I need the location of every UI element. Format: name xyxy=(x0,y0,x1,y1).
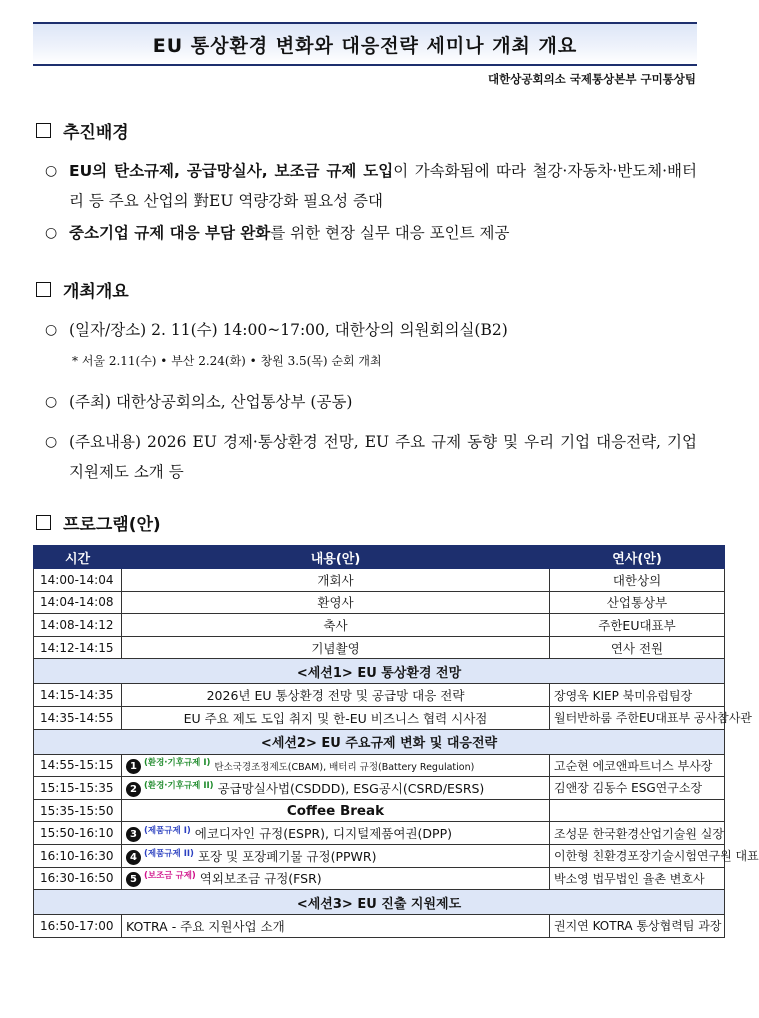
row-speaker: 박소영 법무법인 율촌 변호사 xyxy=(550,867,725,890)
row-time: 14:04-14:08 xyxy=(34,591,122,614)
checkbox-square-icon xyxy=(36,515,51,530)
row-time: 14:55-15:15 xyxy=(34,754,122,777)
row-speaker: 대한상의 xyxy=(550,569,725,592)
session-row xyxy=(34,890,725,915)
circle-bullet-icon: ○ xyxy=(45,225,58,241)
body-text: (주최) 대한상공회의소, 산업통상부 (공동) xyxy=(69,393,353,411)
row-content: KOTRA - 주요 지원사업 소개 xyxy=(122,915,550,938)
overview-content xyxy=(45,427,697,487)
table-row xyxy=(34,684,725,707)
table-row xyxy=(34,569,725,592)
row-content: 개회사 xyxy=(122,569,550,592)
table-row xyxy=(34,915,725,938)
circle-bullet-icon: ○ xyxy=(45,434,58,450)
body-text: (주요내용) 2026 EU 경제·통상환경 전망, EU 주요 규제 동향 및 우리 기업 대응전략, 기업 지원제도 소개 등 xyxy=(69,433,697,481)
row-content: 공급망실사법(CSDDD), ESG공시(CSRD/ESRS) xyxy=(217,781,485,797)
row-speaker: 연사 전원 xyxy=(550,636,725,659)
row-content-cell xyxy=(122,754,550,777)
body-text: 이 가속화됨에 따라 철강·자동차·반도체·배터리 등 주요 산업의 對EU 역량강화 필요성 증대 xyxy=(69,162,697,210)
category-tag: (제품규제 II) xyxy=(144,848,194,859)
row-time: 16:50-17:00 xyxy=(34,915,122,938)
section-heading-overview xyxy=(36,277,129,302)
section-heading-text: 추진배경 xyxy=(63,123,129,143)
row-content-cell xyxy=(122,777,550,800)
number-circle-icon: 4 xyxy=(126,850,141,865)
checkbox-square-icon xyxy=(36,123,51,138)
bold-text: 중소기업 규제 대응 부담 완화 xyxy=(69,224,271,242)
row-content: 환영사 xyxy=(122,591,550,614)
row-time: 14:12-14:15 xyxy=(34,636,122,659)
table-row xyxy=(34,844,725,867)
table-row xyxy=(34,706,725,729)
organization-label: 대한상공회의소 국제통상본부 구미통상팀 xyxy=(488,72,696,86)
header-content: 내용(안) xyxy=(122,546,550,569)
checkbox-square-icon xyxy=(36,282,51,297)
session-title: <세션2> EU 주요규제 변화 및 대응전략 xyxy=(34,729,725,754)
session-row xyxy=(34,729,725,754)
table-row xyxy=(34,799,725,822)
table-row xyxy=(34,867,725,890)
row-speaker: 주한EU대표부 xyxy=(550,614,725,637)
section-heading-program xyxy=(36,510,161,535)
row-time: 15:50-16:10 xyxy=(34,822,122,845)
table-row xyxy=(34,754,725,777)
schedule-note: * 서울 2.11(수) • 부산 2.24(화) • 창원 3.5(목) 순회 개최 xyxy=(72,354,382,368)
body-text: (일자/장소) 2. 11(수) 14:00~17:00, 대한상의 의원회의실(B2) xyxy=(69,321,508,339)
row-speaker: 고순현 에코앤파트너스 부사장 xyxy=(550,754,725,777)
row-speaker: 김앤장 김동수 ESG연구소장 xyxy=(550,777,725,800)
circle-bullet-icon: ○ xyxy=(45,394,58,410)
number-circle-icon: 2 xyxy=(126,782,141,797)
background-bullet-2 xyxy=(45,218,697,248)
body-text: 를 위한 현장 실무 대응 포인트 제공 xyxy=(270,224,510,242)
row-content-cell xyxy=(122,844,550,867)
row-content: Coffee Break xyxy=(122,799,550,822)
header-speaker: 연사(안) xyxy=(550,546,725,569)
row-content: 에코디자인 규정(ESPR), 디지털제품여권(DPP) xyxy=(194,826,452,842)
category-tag: (환경·기후규제 II) xyxy=(144,780,214,791)
row-time: 14:00-14:04 xyxy=(34,569,122,592)
row-content: 역외보조금 규정(FSR) xyxy=(199,871,322,887)
row-speaker: 산업통상부 xyxy=(550,591,725,614)
row-speaker: 장영욱 KIEP 북미유럽팀장 xyxy=(550,684,725,707)
overview-date xyxy=(45,315,697,345)
row-content: 기념촬영 xyxy=(122,636,550,659)
table-row xyxy=(34,591,725,614)
row-time: 15:35-15:50 xyxy=(34,799,122,822)
table-row xyxy=(34,614,725,637)
row-speaker: 월터반하룸 주한EU대표부 공사참사관 xyxy=(550,706,725,729)
circle-bullet-icon: ○ xyxy=(45,163,58,179)
row-content: 포장 및 포장폐기물 규정(PPWR) xyxy=(197,848,377,864)
row-speaker: 조성문 한국환경산업기술원 실장 xyxy=(550,822,725,845)
table-row xyxy=(34,777,725,800)
program-table xyxy=(33,545,759,938)
bold-text: EU의 탄소규제, 공급망실사, 보조금 규제 도입 xyxy=(69,162,394,180)
table-header-row xyxy=(34,546,725,569)
row-content: EU 주요 제도 도입 취지 및 한-EU 비즈니스 협력 시사점 xyxy=(122,706,550,729)
row-speaker: 권지연 KOTRA 통상협력팀 과장 xyxy=(550,915,725,938)
section-heading-text: 프로그램(안) xyxy=(63,515,161,535)
row-time: 14:35-14:55 xyxy=(34,706,122,729)
row-time: 16:30-16:50 xyxy=(34,867,122,890)
document-title xyxy=(33,22,697,66)
circle-bullet-icon: ○ xyxy=(45,322,58,338)
session-title: <세션3> EU 진출 지원제도 xyxy=(34,890,725,915)
row-time: 15:15-15:35 xyxy=(34,777,122,800)
row-speaker xyxy=(550,799,725,822)
table-row xyxy=(34,636,725,659)
table-row xyxy=(34,822,725,845)
session-title: <세션1> EU 통상환경 전망 xyxy=(34,659,725,684)
number-circle-icon: 5 xyxy=(126,872,141,887)
category-tag: (환경·기후규제 I) xyxy=(144,758,211,769)
section-heading-background xyxy=(36,118,129,143)
section-heading-text: 개최개요 xyxy=(63,282,129,302)
header-time: 시간 xyxy=(34,546,122,569)
session-row xyxy=(34,659,725,684)
row-content: 탄소국경조정제도(CBAM), 배터리 규정(Battery Regulation) xyxy=(214,762,475,774)
row-speaker: 이한형 친환경포장기술시험연구원 대표 xyxy=(550,844,725,867)
number-circle-icon: 1 xyxy=(126,759,141,774)
row-time: 14:08-14:12 xyxy=(34,614,122,637)
category-tag: (제품규제 I) xyxy=(144,826,191,837)
number-circle-icon: 3 xyxy=(126,827,141,842)
row-time: 14:15-14:35 xyxy=(34,684,122,707)
row-content: 축사 xyxy=(122,614,550,637)
background-bullet-1 xyxy=(45,156,697,216)
row-content-cell xyxy=(122,867,550,890)
overview-host xyxy=(45,387,697,417)
row-content: 2026년 EU 통상환경 전망 및 공급망 대응 전략 xyxy=(122,684,550,707)
row-time: 16:10-16:30 xyxy=(34,844,122,867)
category-tag: (보조금 규제) xyxy=(144,871,196,882)
title-text: EU 통상환경 변화와 대응전략 세미나 개최 개요 xyxy=(152,34,578,57)
row-content-cell xyxy=(122,822,550,845)
